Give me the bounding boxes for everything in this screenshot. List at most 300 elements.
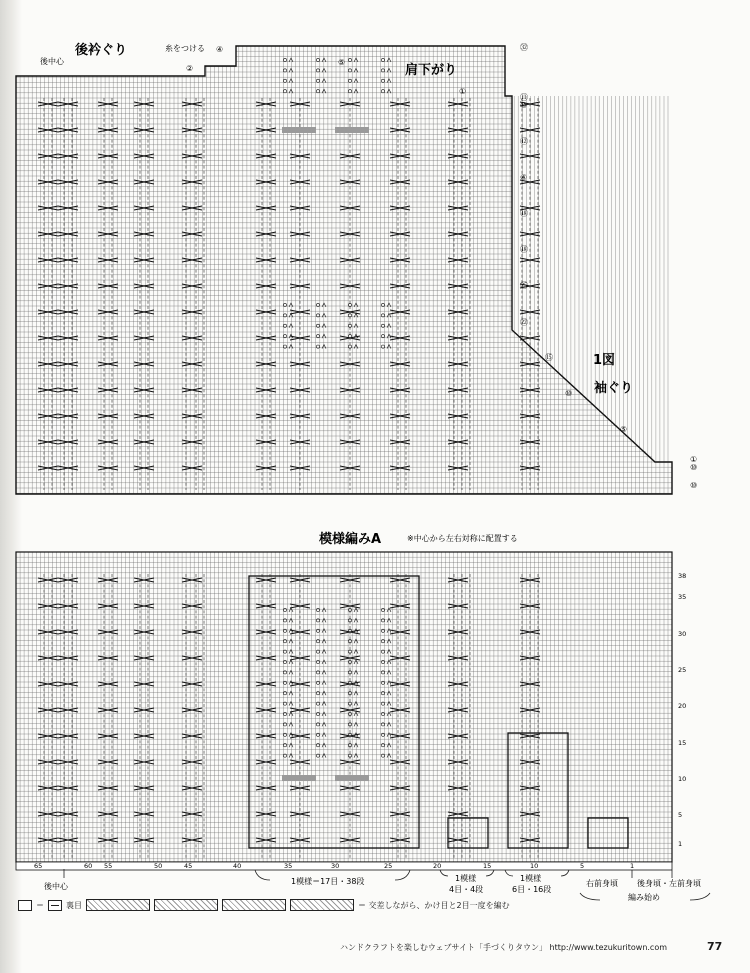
- yarn-over-mark: [381, 79, 384, 82]
- k2tog-mark: [289, 58, 293, 62]
- legend-blank-box: [18, 900, 32, 911]
- cable-cross-mark: [38, 284, 58, 288]
- cable-cross-mark: [58, 232, 78, 236]
- k2tog-mark: [289, 660, 293, 664]
- cable-cross-mark: [390, 232, 410, 236]
- k2tog-mark: [354, 79, 358, 83]
- cable-cross-mark: [390, 258, 410, 262]
- stitch-number: 50: [154, 862, 163, 870]
- row-number: 10: [678, 775, 687, 783]
- yarn-over-mark: [316, 79, 319, 82]
- cable-cross-mark: [134, 284, 154, 288]
- cable-cross-mark: [448, 258, 468, 262]
- k2tog-mark: [387, 650, 391, 654]
- marker-2: ②: [186, 64, 194, 73]
- yarn-over-mark: [283, 660, 286, 663]
- cable-cross-mark: [182, 336, 202, 340]
- k2tog-mark: [387, 702, 391, 706]
- cable-cross-mark: [58, 838, 78, 842]
- cable-cross-mark: [390, 760, 410, 764]
- k2tog-mark: [322, 733, 326, 737]
- shaded-cell-bar: [335, 775, 369, 781]
- cable-cross-mark: [134, 708, 154, 712]
- yarn-over-mark: [381, 619, 384, 622]
- right-marker-0: ㉜: [520, 43, 528, 52]
- yarn-over-mark: [283, 619, 286, 622]
- k2tog-mark: [322, 324, 326, 328]
- attach-yarn-label: 糸をつける: [165, 44, 205, 53]
- inner-marker-1: ①: [459, 87, 467, 96]
- cable-cross-mark: [390, 362, 410, 366]
- yarn-over-mark: [283, 733, 286, 736]
- k2tog-mark: [322, 345, 326, 349]
- cable-cross-mark: [134, 630, 154, 634]
- yarn-over-mark: [381, 629, 384, 632]
- footer-website: ハンドクラフトを楽しむウェブサイト「手づくりタウン」 http://www.tezukuritown.com: [340, 943, 668, 952]
- cable-cross-mark: [390, 128, 410, 132]
- cable-cross-mark: [448, 760, 468, 764]
- k2tog-mark: [387, 345, 391, 349]
- k2tog-mark: [289, 608, 293, 612]
- cable-cross-mark: [134, 760, 154, 764]
- row-number: 15: [678, 739, 687, 747]
- cable-cross-mark: [38, 414, 58, 418]
- cable-cross-mark: [182, 682, 202, 686]
- cable-cross-mark: [448, 682, 468, 686]
- cable-cross-mark: [38, 180, 58, 184]
- k2tog-mark: [354, 89, 358, 93]
- stitch-number: 45: [184, 862, 193, 870]
- cable-cross-mark: [58, 102, 78, 106]
- cable-cross-mark: [182, 786, 202, 790]
- back-neck-title: 後衿ぐり: [75, 43, 128, 58]
- stitch-number: 15: [483, 862, 492, 870]
- k2tog-mark: [354, 68, 358, 72]
- stitch-number: 65: [34, 862, 43, 870]
- k2tog-mark: [289, 754, 293, 758]
- cable-cross-mark: [182, 102, 202, 106]
- pattern-a-title: 模様編みA: [319, 532, 382, 547]
- cable-cross-mark: [448, 284, 468, 288]
- k2tog-mark: [289, 702, 293, 706]
- yarn-over-mark: [316, 629, 319, 632]
- cable-cross-mark: [134, 388, 154, 392]
- cable-cross-mark: [134, 414, 154, 418]
- yarn-over-mark: [283, 744, 286, 747]
- cable-cross-mark: [182, 708, 202, 712]
- yarn-over-mark: [381, 712, 384, 715]
- cable-cross-mark: [38, 466, 58, 470]
- yarn-over-mark: [316, 723, 319, 726]
- k2tog-mark: [354, 650, 358, 654]
- k2tog-mark: [354, 345, 358, 349]
- legend-purl-box: [48, 900, 62, 911]
- k2tog-mark: [387, 733, 391, 737]
- k2tog-mark: [322, 334, 326, 338]
- k2tog-mark: [387, 629, 391, 633]
- cable-cross-mark: [182, 440, 202, 444]
- cable-cross-mark: [58, 604, 78, 608]
- cable-cross-mark: [448, 466, 468, 470]
- k2tog-mark: [387, 670, 391, 674]
- cable-cross-mark: [58, 180, 78, 184]
- right-front-label: 右前身頃: [586, 879, 618, 888]
- cable-cross-mark: [134, 466, 154, 470]
- cable-cross-mark: [182, 258, 202, 262]
- shoulder-slope-label: 肩下がり: [405, 63, 458, 78]
- k2tog-mark: [322, 722, 326, 726]
- right-marker-1: ⑪: [520, 93, 528, 102]
- k2tog-mark: [354, 618, 358, 622]
- cable-cross-mark: [448, 414, 468, 418]
- cable-cross-mark: [182, 604, 202, 608]
- k2tog-mark: [354, 702, 358, 706]
- k2tog-mark: [354, 303, 358, 307]
- pattern-a-note: ※中心から左右対称に配置する: [407, 534, 518, 543]
- yarn-over-mark: [316, 90, 319, 93]
- cable-cross-mark: [182, 310, 202, 314]
- yarn-over-mark: [381, 681, 384, 684]
- cable-cross-mark: [448, 180, 468, 184]
- yarn-over-mark: [381, 702, 384, 705]
- k2tog-mark: [289, 68, 293, 72]
- yarn-over-mark: [381, 692, 384, 695]
- k2tog-mark: [387, 691, 391, 695]
- cable-cross-mark: [390, 630, 410, 634]
- cable-cross-mark: [182, 362, 202, 366]
- cable-cross-mark: [38, 734, 58, 738]
- cable-cross-mark: [390, 206, 410, 210]
- yarn-over-mark: [316, 744, 319, 747]
- yarn-over-mark: [283, 712, 286, 715]
- yarn-over-mark: [381, 744, 384, 747]
- legend-purl-label: 裏目: [66, 900, 82, 910]
- armhole-label: 袖ぐり: [594, 381, 634, 396]
- legend-cable-symbol-4: [290, 899, 354, 911]
- row-number: 38: [678, 572, 687, 580]
- cable-cross-mark: [390, 102, 410, 106]
- k2tog-mark: [322, 670, 326, 674]
- cable-cross-mark: [134, 154, 154, 158]
- repeat-b-line1: 1模様: [455, 874, 477, 883]
- k2tog-mark: [322, 743, 326, 747]
- cable-cross-mark: [390, 466, 410, 470]
- yarn-over-mark: [316, 650, 319, 653]
- k2tog-mark: [322, 702, 326, 706]
- cable-cross-mark: [58, 310, 78, 314]
- right-marker-5: ⑱: [520, 209, 528, 218]
- k2tog-mark: [322, 608, 326, 612]
- repeat-c-line1: 1模様: [520, 874, 542, 883]
- yarn-over-mark: [381, 650, 384, 653]
- cable-cross-mark: [390, 734, 410, 738]
- k2tog-mark: [289, 670, 293, 674]
- shaded-cell-bar: [335, 127, 369, 133]
- yarn-over-mark: [283, 650, 286, 653]
- cable-cross-mark: [182, 630, 202, 634]
- yarn-over-mark: [381, 754, 384, 757]
- k2tog-mark: [289, 89, 293, 93]
- k2tog-mark: [387, 58, 391, 62]
- cable-cross-mark: [38, 760, 58, 764]
- yarn-over-mark: [283, 629, 286, 632]
- repeat-b-line2: 4目・4段: [449, 885, 484, 894]
- cable-cross-mark: [38, 630, 58, 634]
- cable-cross-mark: [58, 388, 78, 392]
- stitch-number: 55: [104, 862, 113, 870]
- cable-cross-mark: [390, 284, 410, 288]
- stitch-number: 35: [284, 862, 293, 870]
- cable-cross-mark: [448, 310, 468, 314]
- yarn-over-mark: [348, 90, 351, 93]
- cable-cross-mark: [390, 388, 410, 392]
- k2tog-mark: [354, 712, 358, 716]
- k2tog-mark: [387, 618, 391, 622]
- cable-cross-mark: [58, 708, 78, 712]
- k2tog-mark: [289, 324, 293, 328]
- yarn-over-mark: [316, 733, 319, 736]
- cable-cross-mark: [448, 578, 468, 582]
- cable-cross-mark: [134, 786, 154, 790]
- yarn-over-mark: [381, 90, 384, 93]
- cable-cross-mark: [182, 734, 202, 738]
- cable-cross-mark: [182, 466, 202, 470]
- repeat-c-line2: 6目・16段: [512, 885, 552, 894]
- cable-cross-mark: [182, 388, 202, 392]
- cable-cross-mark: [38, 206, 58, 210]
- yarn-over-mark: [381, 733, 384, 736]
- k2tog-mark: [322, 660, 326, 664]
- yarn-over-mark: [316, 608, 319, 611]
- right-marker-12: ①: [690, 455, 698, 464]
- yarn-over-mark: [381, 640, 384, 643]
- cable-cross-mark: [182, 284, 202, 288]
- yarn-over-mark: [316, 754, 319, 757]
- k2tog-mark: [289, 712, 293, 716]
- cable-cross-mark: [38, 578, 58, 582]
- k2tog-mark: [322, 89, 326, 93]
- k2tog-mark: [322, 650, 326, 654]
- cable-cross-mark: [58, 128, 78, 132]
- k2tog-mark: [387, 324, 391, 328]
- cable-cross-mark: [38, 310, 58, 314]
- cable-cross-mark: [134, 128, 154, 132]
- legend-cross-note: ＝ 交差しながら、かけ目と2目一度を編む: [358, 900, 510, 910]
- stitch-number: 1: [630, 862, 635, 870]
- right-marker-3: ⑫: [520, 137, 528, 146]
- k2tog-mark: [322, 754, 326, 758]
- cable-cross-mark: [448, 362, 468, 366]
- cable-cross-mark: [448, 656, 468, 660]
- cable-cross-mark: [390, 310, 410, 314]
- cable-cross-mark: [182, 180, 202, 184]
- yarn-over-mark: [316, 702, 319, 705]
- row-number: 5: [678, 811, 683, 819]
- inner-marker-5: ⑤: [338, 58, 346, 67]
- cable-cross-mark: [182, 760, 202, 764]
- cable-cross-mark: [134, 362, 154, 366]
- cable-cross-mark: [38, 258, 58, 262]
- yarn-over-mark: [316, 58, 319, 61]
- cable-cross-mark: [448, 102, 468, 106]
- right-marker-9: ⑮: [545, 353, 553, 362]
- k2tog-mark: [387, 660, 391, 664]
- cable-cross-mark: [38, 128, 58, 132]
- marker-4: ④: [216, 45, 224, 54]
- cable-cross-mark: [448, 154, 468, 158]
- cable-cross-mark: [58, 734, 78, 738]
- yarn-over-mark: [283, 90, 286, 93]
- cable-cross-mark: [390, 786, 410, 790]
- cable-cross-mark: [58, 812, 78, 816]
- yarn-over-mark: [283, 69, 286, 72]
- yarn-over-mark: [316, 619, 319, 622]
- k2tog-mark: [322, 691, 326, 695]
- cable-cross-mark: [58, 760, 78, 764]
- cable-cross-mark: [58, 466, 78, 470]
- cable-cross-mark: [182, 812, 202, 816]
- cable-cross-mark: [448, 630, 468, 634]
- stitch-number: 20: [433, 862, 442, 870]
- cable-cross-mark: [134, 180, 154, 184]
- legend-cable-symbol-2: [154, 899, 218, 911]
- right-marker-2: ⑩: [520, 101, 528, 110]
- k2tog-mark: [354, 324, 358, 328]
- cable-cross-mark: [390, 708, 410, 712]
- cable-cross-mark: [38, 682, 58, 686]
- k2tog-mark: [354, 754, 358, 758]
- cable-cross-mark: [134, 656, 154, 660]
- chart-1-grid-lines: [16, 46, 672, 494]
- cable-cross-mark: [134, 734, 154, 738]
- yarn-over-mark: [348, 69, 351, 72]
- yarn-over-mark: [316, 660, 319, 663]
- cable-cross-mark: [38, 232, 58, 236]
- cable-cross-mark: [58, 440, 78, 444]
- yarn-over-mark: [381, 69, 384, 72]
- chart-2-row-numbers: [678, 572, 686, 848]
- center-back-top-label: 後中心: [40, 57, 64, 66]
- k2tog-mark: [289, 722, 293, 726]
- cable-cross-mark: [58, 284, 78, 288]
- cable-cross-mark: [448, 206, 468, 210]
- yarn-over-mark: [283, 681, 286, 684]
- yarn-over-mark: [316, 681, 319, 684]
- cable-cross-mark: [448, 128, 468, 132]
- cable-cross-mark: [38, 388, 58, 392]
- shaded-cell-bar: [282, 127, 316, 133]
- k2tog-mark: [322, 68, 326, 72]
- stitch-number: 40: [233, 862, 242, 870]
- cable-cross-mark: [390, 682, 410, 686]
- cable-cross-mark: [38, 362, 58, 366]
- cable-cross-mark: [58, 258, 78, 262]
- k2tog-mark: [289, 650, 293, 654]
- k2tog-mark: [322, 639, 326, 643]
- k2tog-mark: [322, 303, 326, 307]
- cable-cross-mark: [58, 682, 78, 686]
- cable-cross-mark: [448, 604, 468, 608]
- cable-cross-mark: [448, 708, 468, 712]
- k2tog-mark: [387, 681, 391, 685]
- cable-cross-mark: [58, 362, 78, 366]
- center-back-bottom-label: 後中心: [44, 882, 68, 891]
- right-marker-7: ㉕: [520, 281, 528, 290]
- cable-cross-mark: [448, 812, 468, 816]
- k2tog-mark: [354, 743, 358, 747]
- yarn-over-mark: [348, 79, 351, 82]
- legend-cable-symbol-3: [222, 899, 286, 911]
- yarn-over-mark: [381, 608, 384, 611]
- yarn-over-mark: [283, 754, 286, 757]
- yarn-over-mark: [283, 58, 286, 61]
- k2tog-mark: [387, 68, 391, 72]
- yarn-over-mark: [381, 58, 384, 61]
- cable-cross-mark: [38, 838, 58, 842]
- right-marker-11: ⑤: [620, 425, 628, 434]
- page-number: 77: [707, 940, 723, 953]
- k2tog-mark: [387, 303, 391, 307]
- cable-cross-mark: [38, 440, 58, 444]
- k2tog-mark: [354, 722, 358, 726]
- cable-cross-mark: [390, 414, 410, 418]
- cable-cross-mark: [134, 102, 154, 106]
- row-number: 20: [678, 702, 687, 710]
- cable-cross-mark: [390, 180, 410, 184]
- yarn-over-mark: [283, 79, 286, 82]
- k2tog-mark: [322, 618, 326, 622]
- cable-cross-mark: [134, 604, 154, 608]
- cable-cross-mark: [448, 336, 468, 340]
- cable-cross-mark: [448, 786, 468, 790]
- yarn-over-mark: [316, 671, 319, 674]
- cable-cross-mark: [38, 336, 58, 340]
- legend-equals: ＝: [36, 900, 44, 910]
- row-number: 1: [678, 840, 683, 848]
- cable-cross-mark: [134, 336, 154, 340]
- k2tog-mark: [289, 303, 293, 307]
- cable-cross-mark: [390, 154, 410, 158]
- cable-cross-mark: [134, 682, 154, 686]
- cable-cross-mark: [38, 812, 58, 816]
- k2tog-mark: [322, 79, 326, 83]
- figure-1-label: 1図: [593, 353, 616, 368]
- k2tog-mark: [354, 313, 358, 317]
- yarn-over-mark: [283, 671, 286, 674]
- cable-cross-mark: [38, 154, 58, 158]
- cable-cross-mark: [448, 734, 468, 738]
- cable-cross-mark: [58, 154, 78, 158]
- chart-1-grid-path: [16, 46, 672, 494]
- cable-cross-mark: [134, 812, 154, 816]
- yarn-over-mark: [348, 58, 351, 61]
- cable-cross-mark: [390, 838, 410, 842]
- cable-cross-mark: [390, 656, 410, 660]
- cable-cross-mark: [182, 414, 202, 418]
- cable-cross-mark: [58, 630, 78, 634]
- k2tog-mark: [322, 629, 326, 633]
- row-number: 35: [678, 593, 687, 601]
- k2tog-mark: [387, 608, 391, 612]
- cable-cross-mark: [58, 578, 78, 582]
- yarn-over-mark: [283, 723, 286, 726]
- cast-on-label: 編み始め: [628, 893, 660, 902]
- right-marker-13: ⑩: [690, 463, 698, 472]
- stitch-number: 30: [331, 862, 340, 870]
- yarn-over-mark: [283, 702, 286, 705]
- k2tog-mark: [387, 79, 391, 83]
- cable-cross-mark: [134, 206, 154, 210]
